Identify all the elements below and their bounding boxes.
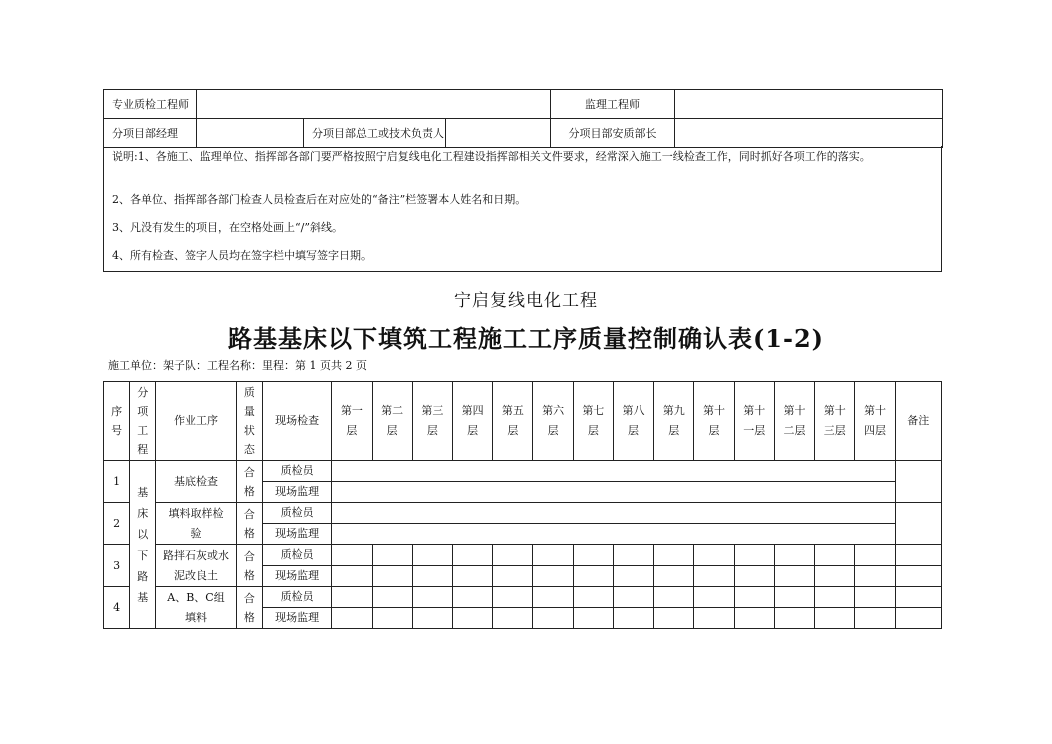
- process-name: 路拌石灰或水泥改良土: [156, 545, 236, 587]
- label-quality-engineer: 专业质检工程师: [104, 90, 197, 119]
- floor-cell[interactable]: [332, 545, 372, 566]
- remark-cell[interactable]: [895, 503, 941, 545]
- sub-title: 宁启复线电化工程: [454, 291, 598, 311]
- floor-cell[interactable]: [734, 545, 774, 566]
- table-row: [104, 545, 942, 566]
- page-title: 路基基床以下填筑工程施工工序质量控制确认表(1-2): [227, 324, 825, 353]
- floor-cell[interactable]: [453, 566, 493, 587]
- floor-cell[interactable]: [815, 608, 855, 629]
- header-row: [104, 382, 942, 461]
- floor-cell[interactable]: [412, 545, 452, 566]
- check-role: 质检员: [262, 503, 331, 524]
- floor-cell[interactable]: [573, 566, 613, 587]
- chief-engineer-value[interactable]: [446, 119, 551, 148]
- floor-cell[interactable]: [694, 545, 734, 566]
- floor-cell[interactable]: [493, 545, 533, 566]
- floor-cell[interactable]: [654, 545, 694, 566]
- header-floor-1: 第一层: [332, 382, 372, 461]
- floor-cell[interactable]: [412, 608, 452, 629]
- header-process: 作业工序: [156, 382, 236, 461]
- floor-cell[interactable]: [372, 587, 412, 608]
- merged-cell[interactable]: [332, 461, 895, 482]
- quality-status: 合格: [236, 545, 262, 587]
- note-1: 说明:1、各施工、监理单位、指挥部各部门要严格按照宁启复线电化工程建设指挥部相关文件要求，经常深入施工一线检查工作，同时抓好各项工作的落实。: [112, 150, 871, 163]
- floor-cell[interactable]: [855, 608, 895, 629]
- note-4: 4、所有检查、签字人员均在签字栏中填写签字日期。: [112, 249, 372, 262]
- header-site-check: 现场检查: [262, 382, 331, 461]
- header-floor-4: 第四层: [453, 382, 493, 461]
- note-2: 2、各单位、指挥部各部门检查人员检查后在对应处的“备注”栏签署本人姓名和日期。: [112, 193, 527, 206]
- floor-cell[interactable]: [573, 545, 613, 566]
- floor-cell[interactable]: [332, 566, 372, 587]
- floor-cell[interactable]: [694, 608, 734, 629]
- merged-cell[interactable]: [332, 482, 895, 503]
- quality-status: 合格: [236, 503, 262, 545]
- note-3: 3、凡没有发生的项目，在空格处画上“/”斜线。: [112, 221, 343, 234]
- floor-cell[interactable]: [493, 608, 533, 629]
- floor-cell[interactable]: [613, 608, 653, 629]
- label-supervision-engineer: 监理工程师: [551, 90, 675, 119]
- floor-cell[interactable]: [815, 587, 855, 608]
- check-role: 质检员: [262, 461, 331, 482]
- floor-cell[interactable]: [372, 545, 412, 566]
- floor-cell[interactable]: [533, 608, 573, 629]
- header-floor-6: 第六层: [533, 382, 573, 461]
- floor-cell[interactable]: [493, 587, 533, 608]
- floor-cell[interactable]: [573, 587, 613, 608]
- floor-cell[interactable]: [654, 587, 694, 608]
- merged-cell[interactable]: [332, 503, 895, 524]
- info-line: 施工单位：架子队：工程名称：里程：第 1 页共 2 页: [108, 359, 367, 372]
- floor-cell[interactable]: [855, 545, 895, 566]
- header-floor-5: 第五层: [493, 382, 533, 461]
- floor-cell[interactable]: [654, 566, 694, 587]
- row-number: 4: [104, 587, 130, 629]
- floor-cell[interactable]: [493, 566, 533, 587]
- check-role: 现场监理: [262, 524, 331, 545]
- floor-cell[interactable]: [774, 566, 814, 587]
- check-role: 现场监理: [262, 482, 331, 503]
- label-safety-head: 分项目部安质部长: [551, 119, 675, 148]
- process-name: A、B、C组填料: [156, 587, 236, 629]
- table-row: [104, 503, 942, 524]
- floor-cell[interactable]: [654, 608, 694, 629]
- floor-cell[interactable]: [613, 587, 653, 608]
- header-seq: 序号: [104, 382, 130, 461]
- check-role: 质检员: [262, 587, 331, 608]
- check-role: 质检员: [262, 545, 331, 566]
- process-name: 填料取样检验: [156, 503, 236, 545]
- remark-cell[interactable]: [895, 608, 941, 629]
- quality-engineer-value[interactable]: [197, 90, 551, 119]
- floor-cell[interactable]: [613, 545, 653, 566]
- header-floor-9: 第九层: [654, 382, 694, 461]
- floor-cell[interactable]: [613, 566, 653, 587]
- quality-status: 合格: [236, 587, 262, 629]
- floor-cell[interactable]: [533, 545, 573, 566]
- table-row: [104, 587, 942, 608]
- floor-cell[interactable]: [453, 545, 493, 566]
- header-floor-8: 第八层: [613, 382, 653, 461]
- floor-cell[interactable]: [774, 545, 814, 566]
- floor-cell[interactable]: [734, 608, 774, 629]
- floor-cell[interactable]: [734, 566, 774, 587]
- label-project-manager: 分项目部经理: [104, 119, 197, 148]
- floor-cell[interactable]: [412, 587, 452, 608]
- floor-cell[interactable]: [694, 587, 734, 608]
- floor-cell[interactable]: [573, 608, 613, 629]
- header-floor-13: 第十三层: [815, 382, 855, 461]
- floor-cell[interactable]: [412, 566, 452, 587]
- floor-cell[interactable]: [533, 587, 573, 608]
- header-floor-2: 第二层: [372, 382, 412, 461]
- floor-cell[interactable]: [774, 608, 814, 629]
- remark-cell[interactable]: [895, 566, 941, 587]
- floor-cell[interactable]: [533, 566, 573, 587]
- quality-status: 合格: [236, 461, 262, 503]
- safety-head-value[interactable]: [675, 119, 943, 148]
- check-role: 现场监理: [262, 566, 331, 587]
- signature-table: [103, 89, 943, 148]
- label-chief-engineer: 分项目部总工或技术负责人: [304, 119, 446, 148]
- table-row: [104, 461, 942, 482]
- check-role: 现场监理: [262, 608, 331, 629]
- floor-cell[interactable]: [734, 587, 774, 608]
- floor-cell[interactable]: [855, 566, 895, 587]
- merged-cell[interactable]: [332, 524, 895, 545]
- row-number: 3: [104, 545, 130, 587]
- floor-cell[interactable]: [332, 608, 372, 629]
- header-quality: 质量状态: [236, 382, 262, 461]
- floor-cell[interactable]: [774, 587, 814, 608]
- row-number: 2: [104, 503, 130, 545]
- sub-project-name: 基床以下路基: [130, 461, 156, 629]
- floor-cell[interactable]: [815, 545, 855, 566]
- header-floor-7: 第七层: [573, 382, 613, 461]
- floor-cell[interactable]: [372, 566, 412, 587]
- floor-cell[interactable]: [453, 608, 493, 629]
- header-remark: 备注: [895, 382, 941, 461]
- process-name: 基底检查: [156, 461, 236, 503]
- remark-cell[interactable]: [895, 587, 941, 608]
- floor-cell[interactable]: [694, 566, 734, 587]
- remark-cell[interactable]: [895, 461, 941, 503]
- control-table: [103, 381, 942, 629]
- floor-cell[interactable]: [815, 566, 855, 587]
- supervision-engineer-value[interactable]: [675, 90, 943, 119]
- notes-box: [103, 146, 942, 272]
- header-floor-14: 第十四层: [855, 382, 895, 461]
- header-floor-12: 第十二层: [774, 382, 814, 461]
- floor-cell[interactable]: [372, 608, 412, 629]
- remark-cell[interactable]: [895, 545, 941, 566]
- floor-cell[interactable]: [855, 587, 895, 608]
- project-manager-value[interactable]: [197, 119, 304, 148]
- floor-cell[interactable]: [332, 587, 372, 608]
- header-floor-11: 第十一层: [734, 382, 774, 461]
- floor-cell[interactable]: [453, 587, 493, 608]
- header-floor-10: 第十层: [694, 382, 734, 461]
- header-floor-3: 第三层: [412, 382, 452, 461]
- row-number: 1: [104, 461, 130, 503]
- header-sub-project: 分项工程: [130, 382, 156, 461]
